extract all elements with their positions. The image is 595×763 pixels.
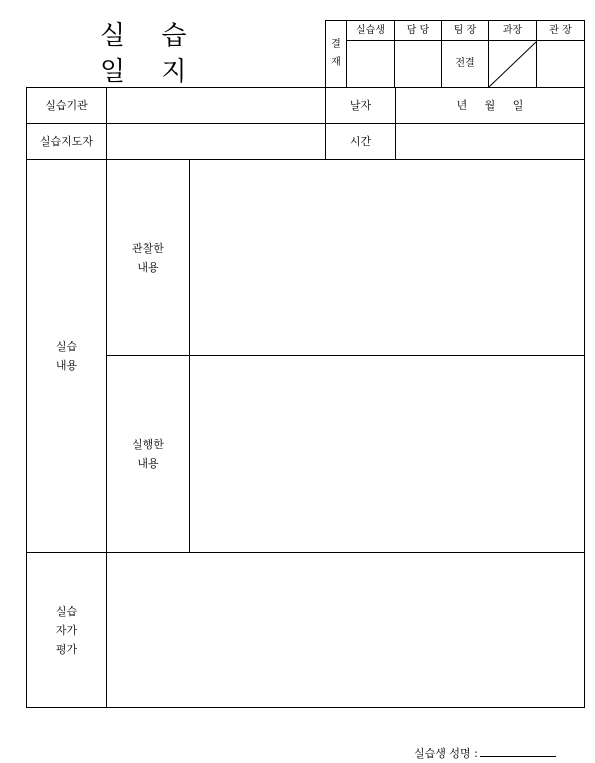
evaluation-field[interactable] [107, 553, 585, 708]
signature-field[interactable] [480, 744, 556, 757]
approval-header-manager: 담 당 [395, 21, 442, 41]
date-label: 날자 [326, 88, 396, 124]
signature-label: 실습생 성명 : [414, 747, 478, 760]
org-field[interactable] [107, 88, 326, 124]
approval-table [325, 20, 585, 88]
supervisor-field[interactable] [107, 124, 326, 160]
content-section-label: 실습 내용 [27, 160, 107, 553]
approval-cell-student[interactable] [347, 41, 395, 88]
journal-form [26, 87, 585, 708]
observed-field[interactable] [190, 160, 585, 356]
date-field[interactable]: 년 월 일 [396, 88, 585, 124]
approval-header-section-chief: 과장 [489, 21, 537, 41]
time-field[interactable] [396, 124, 585, 160]
approval-header-student: 실습생 [347, 21, 395, 41]
approval-cell-section-chief [489, 41, 537, 88]
diagonal-strike [489, 41, 537, 88]
approval-header-director: 관 장 [537, 21, 585, 41]
approval-header-team-lead: 팀 장 [442, 21, 489, 41]
approval-label: 결 재 [326, 21, 347, 88]
page-title: 실 습 일 지 [100, 21, 201, 87]
approval-cell-team-lead[interactable]: 전결 [442, 41, 489, 88]
time-label: 시간 [326, 124, 396, 160]
evaluation-label: 실습 자가 평가 [27, 553, 107, 708]
approval-cell-director[interactable] [537, 41, 585, 88]
observed-label: 관찰한 내용 [107, 160, 190, 356]
approval-cell-manager[interactable] [395, 41, 442, 88]
practiced-field[interactable] [190, 356, 585, 553]
signature-line [414, 744, 584, 762]
org-label: 실습기관 [27, 88, 107, 124]
practiced-label: 실행한 내용 [107, 356, 190, 553]
supervisor-label: 실습지도자 [27, 124, 107, 160]
